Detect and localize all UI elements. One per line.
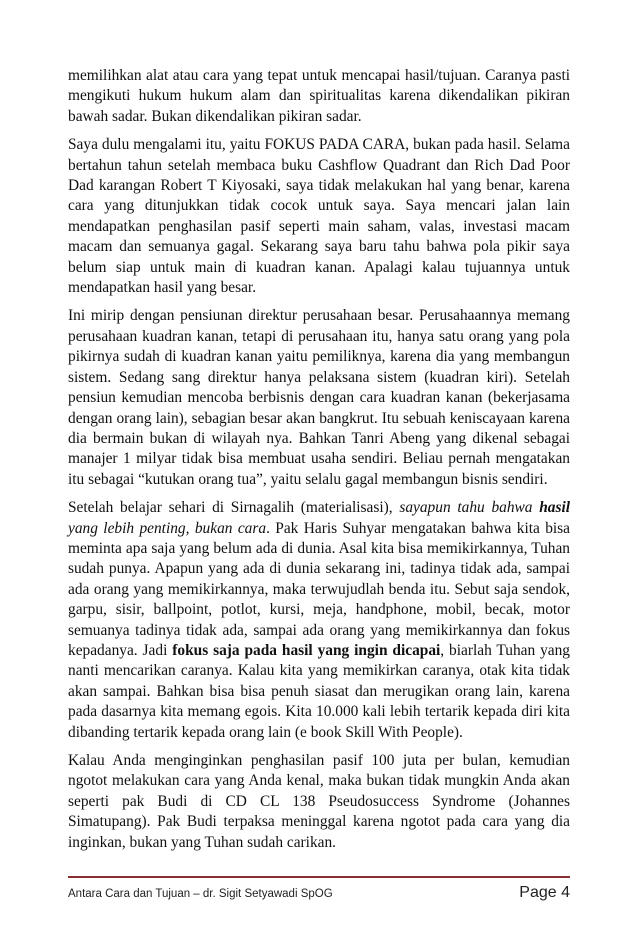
paragraph-4-text-c: , biarlah Tuhan yang nanti mencarikan caranya. Kalau kita yang memikirkan caranya, otak kita tidak akan sampai. Bahkan bisa bisa penuh siasat dan merugikan orang lain, karena pada dasarnya kita memang egois. Kita 10.000 kali lebih tertarik kepada diri kita dibanding tertarik kepada orang lain (e book Skill With People). <box>68 641 570 741</box>
paragraph-4-italic-b: yang lebih penting, bukan cara <box>68 519 267 537</box>
page-number: Page 4 <box>519 884 570 901</box>
paragraph-4-text-a: Setelah belajar sehari di Sirnagalih (materialisasi), <box>68 499 400 517</box>
paragraph-5: Kalau Anda menginginkan penghasilan pasif 100 juta per bulan, kemudian ngotot melakukan cara yang Anda kenal, maka bukan tidak mungkin Anda akan seperti pak Budi di CD CL 138 Pseudosuccess Syndrome (Johannes Simatupang). Pak Budi terpaksa meninggal karena ngotot pada cara yang dia inginkan, bukan yang Tuhan sudah carikan. <box>68 752 570 851</box>
footer-title: Antara Cara dan Tujuan – dr. Sigit Setyawadi SpOG <box>68 888 333 900</box>
paragraph-4 <box>68 498 570 743</box>
paragraph-4-bold-italic-hasil: hasil <box>539 499 570 517</box>
paragraph-3: Ini mirip dengan pensiunan direktur perusahaan besar. Perusahaannya memang perusahaan kuadran kanan, tetapi di perusahaan itu, hanya satu orang yang pola pikirnya sudah di kuadran kanan yaitu pemiliknya, karena dia yang membangun sistem. Sedang sang direktur hanya pelaksana sistem (kuadran kiri). Setelah pensiun kemudian mencoba berbisnis dengan cara kuadran kanan (bekerjasama dengan orang lain), sebagian besar akan bangkrut. Itu sebuah keniscayaan karena dia bermain bukan di wilayah nya. Bahkan Tanri Abeng yang dikenal sebagai manajer 1 milyar tidak bisa membuat usaha sendiri. Beliau pernah mengatakan itu sebagai “kutukan orang tua”, yaitu selalu gagal membangun bisnis sendiri. <box>68 307 570 488</box>
paragraph-2: Saya dulu mengalami itu, yaitu FOKUS PADA CARA, bukan pada hasil. Selama bertahun tahun setelah membaca buku Cashflow Quadrant dan Rich Dad Poor Dad karangan Robert T Kiyosaki, saya tidak melakukan hal yang benar, karena cara yang ditunjukkan tidak cocok untuk saya. Saya mencari jalan lain mendapatkan penghasilan pasif seperti main saham, valas, investasi macam macam dan semuanya gagal. Sekarang saya baru tahu bahwa pola pikir saya belum siap untuk main di kuadran kanan. Apalagi kalau tujuannya untuk mendapatkan hasil yang besar. <box>68 136 570 297</box>
paragraph-4-bold-fokus: fokus saja pada hasil yang ingin dicapai <box>172 641 441 659</box>
paragraph-1: memilihkan alat atau cara yang tepat untuk mencapai hasil/tujuan. Caranya pasti mengikuti hukum hukum alam dan spiritualitas karena dikendalikan pikiran bawah sadar. Bukan dikendalikan pikiran sadar. <box>68 67 570 125</box>
paragraph-4-italic-a: sayapun tahu bahwa <box>399 499 540 517</box>
page-footer <box>68 876 570 902</box>
paragraph-4-text-b: . Pak Haris Suhyar mengatakan bahwa kita bisa meminta apa saja yang belum ada di dunia. Asal kita bisa memikirkannya, Tuhan sudah punya. Apapun yang ada di dunia sekarang ini, tadinya tidak ada, sampai ada orang yang memikirkannya, maka terwujudlah benda itu. Sebut saja sendok, garpu, sisir, ballpoint, potlot, kursi, meja, handphone, mobil, becak, motor semuanya tadinya tidak ada, sampai ada orang yang memikirkannya dan fokus kepadanya. Jadi <box>68 519 570 659</box>
